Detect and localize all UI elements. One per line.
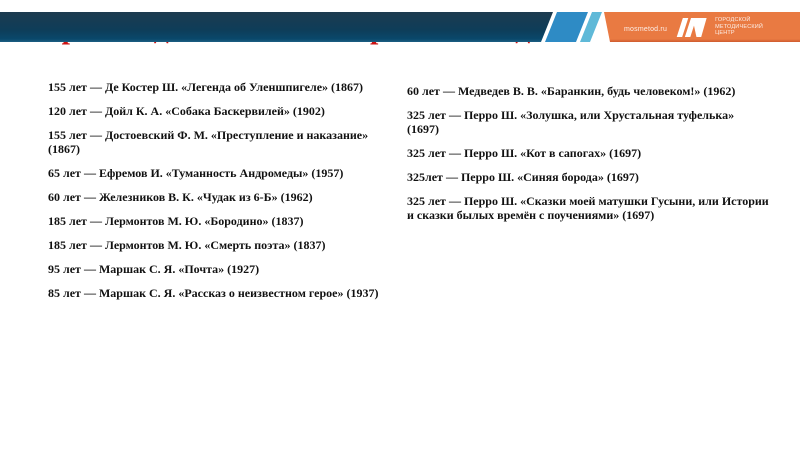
list-item: 325 лет — Перро Ш. «Кот в сапогах» (1697) [407,146,642,160]
list-item: 95 лет — Маршак С. Я. «Почта» (1927) [48,262,260,276]
mosmetod-logo-icon [674,17,708,38]
logo-caption-line: МЕТОДИЧЕСКИЙ [715,23,764,30]
list-item: 85 лет — Маршак С. Я. «Рассказ о неизвестном герое» (1937) [48,286,379,300]
list-item: 155 лет — Достоевский Ф. М. «Преступление и наказание» (1867) [48,128,369,156]
list-item: 120 лет — Дойл К. А. «Собака Баскервилей» (1902) [48,104,325,118]
list-item: 155 лет — Де Костер Ш. «Легенда об Уленшпигеле» (1867) [48,80,364,94]
works-list [48,80,800,310]
works-list-left-column [48,80,400,310]
list-item: 185 лет — Лермонтов М. Ю. «Бородино» (1837) [48,214,304,228]
list-item: 325 лет — Перро Ш. «Золушка, или Хрустальная туфелька» (1697) [407,108,735,136]
logo-caption [715,17,763,37]
navy-stripe [0,12,560,42]
list-item: 60 лет — Медведев В. В. «Баранкин, будь человеком!» (1962) [407,84,736,98]
logo-caption-line: ЦЕНТР [715,30,735,37]
list-item: 185 лет — Лермонтов М. Ю. «Смерть поэта» (1837) [48,238,326,252]
list-item: 325 лет — Перро Ш. «Сказки моей матушки Гусыни, или Истории и сказки былых времён с поучениями» (1697) [407,194,769,222]
logo-caption-line: ГОРОДСКОЙ [715,17,751,24]
list-item: 60 лет — Железников В. К. «Чудак из 6-Б» (1962) [48,190,313,204]
header-bar [0,12,800,42]
site-url-text: mosmetod.ru [624,25,668,33]
list-item: 325лет — Перро Ш. «Синяя борода» (1697) [407,170,639,184]
list-item: 65 лет — Ефремов И. «Туманность Андромеды» (1957) [48,166,344,180]
logo-area [604,12,800,42]
works-list-right-column [407,80,769,310]
